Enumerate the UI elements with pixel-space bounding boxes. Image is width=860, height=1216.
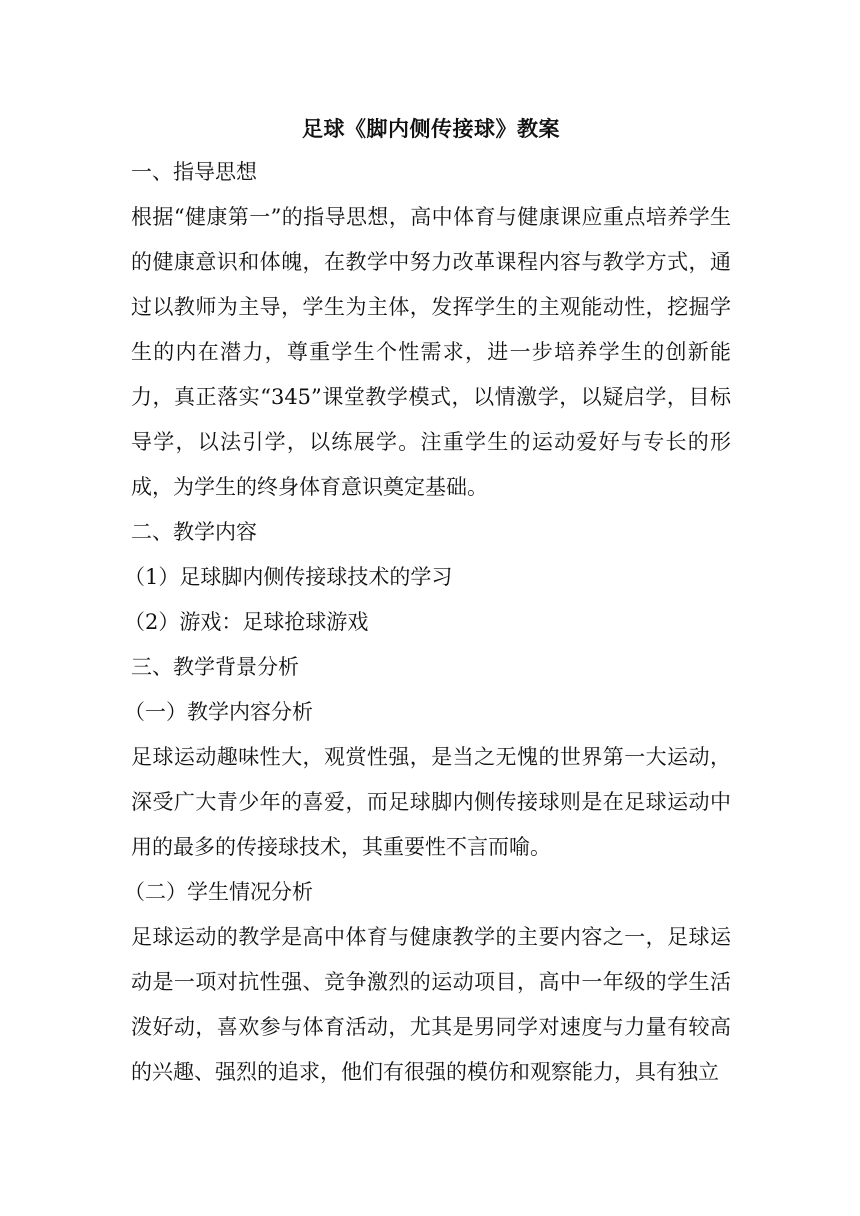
content-analysis-paragraph: 足球运动趣味性大，观赏性强，是当之无愧的世界第一大运动，深受广大青少年的喜爱，而足球脚内侧传接球则是在足球运动中用的最多的传接球技术，其重要性不言而喻。: [131, 745, 731, 859]
teaching-content-item-2: （2）游戏：足球抢球游戏: [124, 610, 369, 634]
subheading-student-analysis: （二）学生情况分析: [124, 880, 313, 904]
guiding-ideology-paragraph: 根据“健康第一”的指导思想，高中体育与健康课应重点培养学生的健康意识和体魄，在教学中努力改革课程内容与教学方式，通过以教师为主导，学生为主体，发挥学生的主观能动性，挖掘学生的内在潜力，尊重学生个性需求，进一步培养学生的创新能力，真正落实“345”课堂教学模式，以情激学，以疑启学，目标导学，以法引学，以练展学。注重学生的运动爱好与专长的形成，为学生的终身体育意识奠定基础。: [131, 205, 731, 499]
section-heading-teaching-content: 二、教学内容: [131, 520, 257, 544]
section-heading-background-analysis: 三、教学背景分析: [131, 655, 299, 679]
student-analysis-paragraph: 足球运动的教学是高中体育与健康教学的主要内容之一，足球运动是一项对抗性强、竞争激烈的运动项目，高中一年级的学生活泼好动，喜欢参与体育活动，尤其是男同学对速度与力量有较高的兴趣、强烈的追求，他们有很强的模仿和观察能力，具有独立: [131, 925, 731, 1084]
teaching-content-item-1: （1）足球脚内侧传接球技术的学习: [124, 565, 453, 589]
subheading-content-analysis: （一）教学内容分析: [124, 700, 313, 724]
section-heading-guiding-ideology: 一、指导思想: [131, 160, 257, 184]
document-title: 足球《脚内侧传接球》教案: [302, 116, 560, 141]
document-body: [124, 108, 731, 1095]
